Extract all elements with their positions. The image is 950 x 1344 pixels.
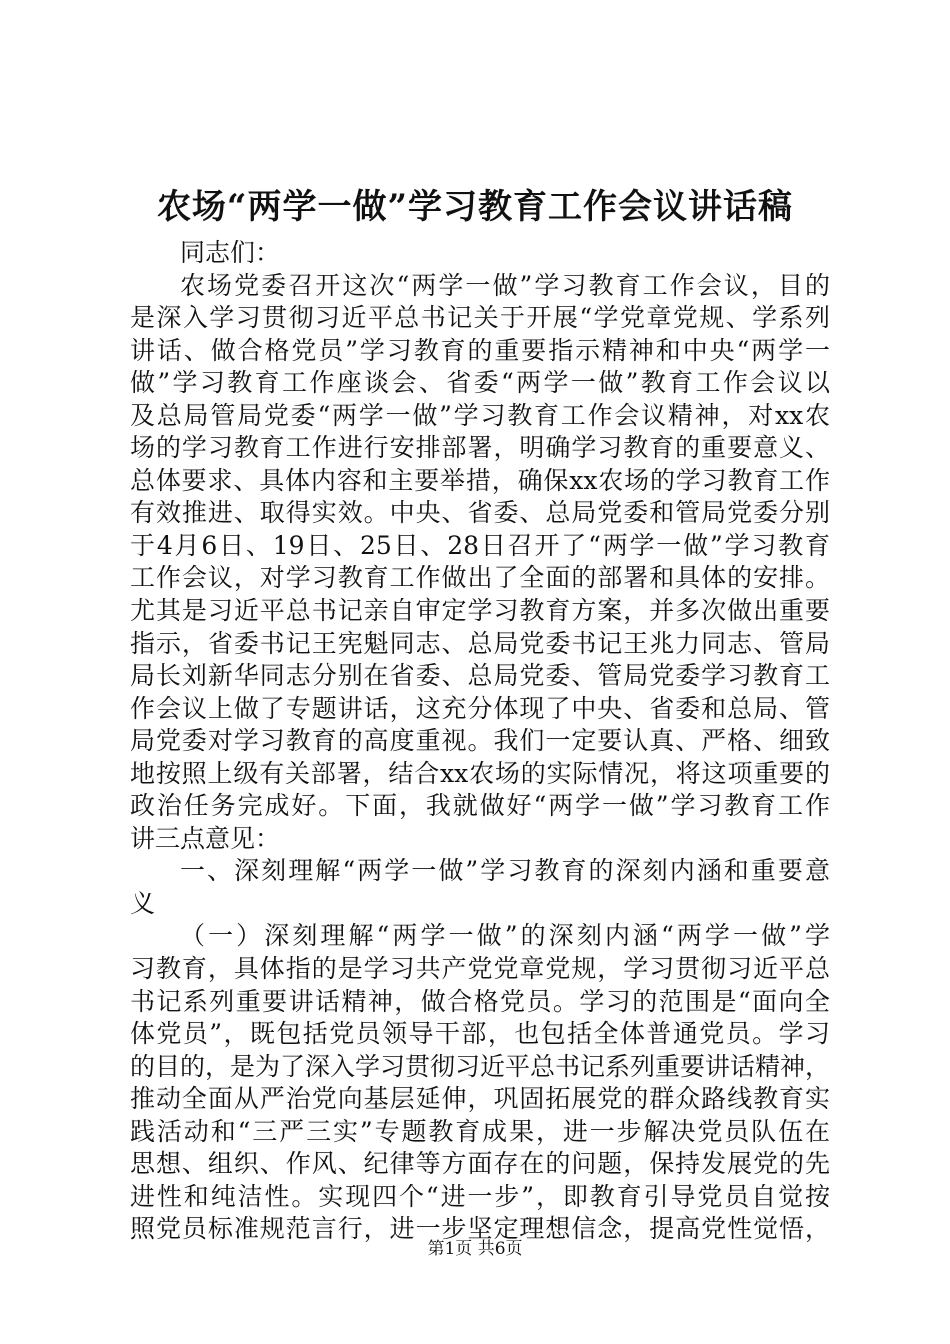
paragraph-line: 书记系列重要讲话精神，做合格党员。学习的范围是“面向全	[130, 986, 830, 1016]
paragraph-line: 照党员标准规范言行，进一步坚定理想信念，提高党性觉悟，	[130, 1214, 830, 1244]
paragraph-line: 政治任务完成好。下面，我就做好“两学一做”学习教育工作	[130, 791, 830, 821]
paragraph-line: 习教育，具体指的是学习共产党党章党规，学习贯彻习近平总	[130, 954, 830, 984]
section-heading-line: 一、深刻理解“两学一做”学习教育的深刻内涵和重要意	[180, 856, 830, 886]
paragraph-line: 于4月6日、19日、25日、28日召开了“两学一做”学习教育	[130, 530, 830, 560]
paragraph-line: 指示，省委书记王宪魁同志、总局党委书记王兆力同志、管局	[130, 628, 830, 658]
paragraph-line: 的目的，是为了深入学习贯彻习近平总书记系列重要讲话精神，	[130, 1051, 831, 1081]
section-heading-line: 义	[130, 888, 156, 918]
paragraph-line: 做”学习教育工作座谈会、省委“两学一做”教育工作会议以	[130, 368, 830, 398]
paragraph-line: 是深入学习贯彻习近平总书记关于开展“学党章党规、学系列	[130, 303, 830, 333]
paragraph-line: 尤其是习近平总书记亲自审定学习教育方案，并多次做出重要	[130, 596, 830, 626]
paragraph-line: 推动全面从严治党向基层延伸，巩固拓展党的群众路线教育实	[130, 1084, 830, 1114]
paragraph-line: 场的学习教育工作进行安排部署，明确学习教育的重要意义、	[130, 433, 830, 463]
paragraph-line: 践活动和“三严三实”专题教育成果，进一步解决党员队伍在	[130, 1116, 830, 1146]
paragraph-line: 总体要求、具体内容和主要举措，确保xx农场的学习教育工作	[130, 465, 830, 495]
salutation-line: 同志们：	[180, 238, 281, 267]
paragraph-line: 进性和纯洁性。实现四个“进一步”，即教育引导党员自觉按	[130, 1181, 830, 1211]
paragraph-line: 讲话、做合格党员”学习教育的重要指示精神和中央“两学一	[130, 335, 830, 365]
paragraph-line: 思想、组织、作风、纪律等方面存在的问题，保持发展党的先	[130, 1149, 830, 1179]
document-title: 农场“两学一做”学习教育工作会议讲话稿	[156, 187, 794, 227]
page-number-footer: 第1页 共6页	[427, 1239, 523, 1259]
subsection-line: （一）深刻理解“两学一做”的深刻内涵“两学一做”学	[180, 921, 830, 951]
paragraph-line: 农场党委召开这次“两学一做”学习教育工作会议，目的	[180, 270, 830, 300]
paragraph-line: 体党员”，既包括党员领导干部，也包括全体普通党员。学习	[130, 1019, 830, 1049]
paragraph-line: 作会议上做了专题讲话，这充分体现了中央、省委和总局、管	[130, 693, 830, 723]
paragraph-line: 局长刘新华同志分别在省委、总局党委、管局党委学习教育工	[130, 661, 830, 691]
paragraph-line: 工作会议，对学习教育工作做出了全面的部署和具体的安排。	[130, 563, 830, 593]
paragraph-line: 及总局管局党委“两学一做”学习教育工作会议精神，对xx农	[130, 400, 830, 430]
paragraph-line: 有效推进、取得实效。中央、省委、总局党委和管局党委分别	[130, 498, 830, 528]
paragraph-line: 讲三点意见：	[130, 823, 281, 853]
paragraph-line: 局党委对学习教育的高度重视。我们一定要认真、严格、细致	[130, 726, 830, 756]
paragraph-line: 地按照上级有关部署，结合xx农场的实际情况，将这项重要的	[130, 758, 830, 788]
document-body	[130, 237, 830, 1246]
